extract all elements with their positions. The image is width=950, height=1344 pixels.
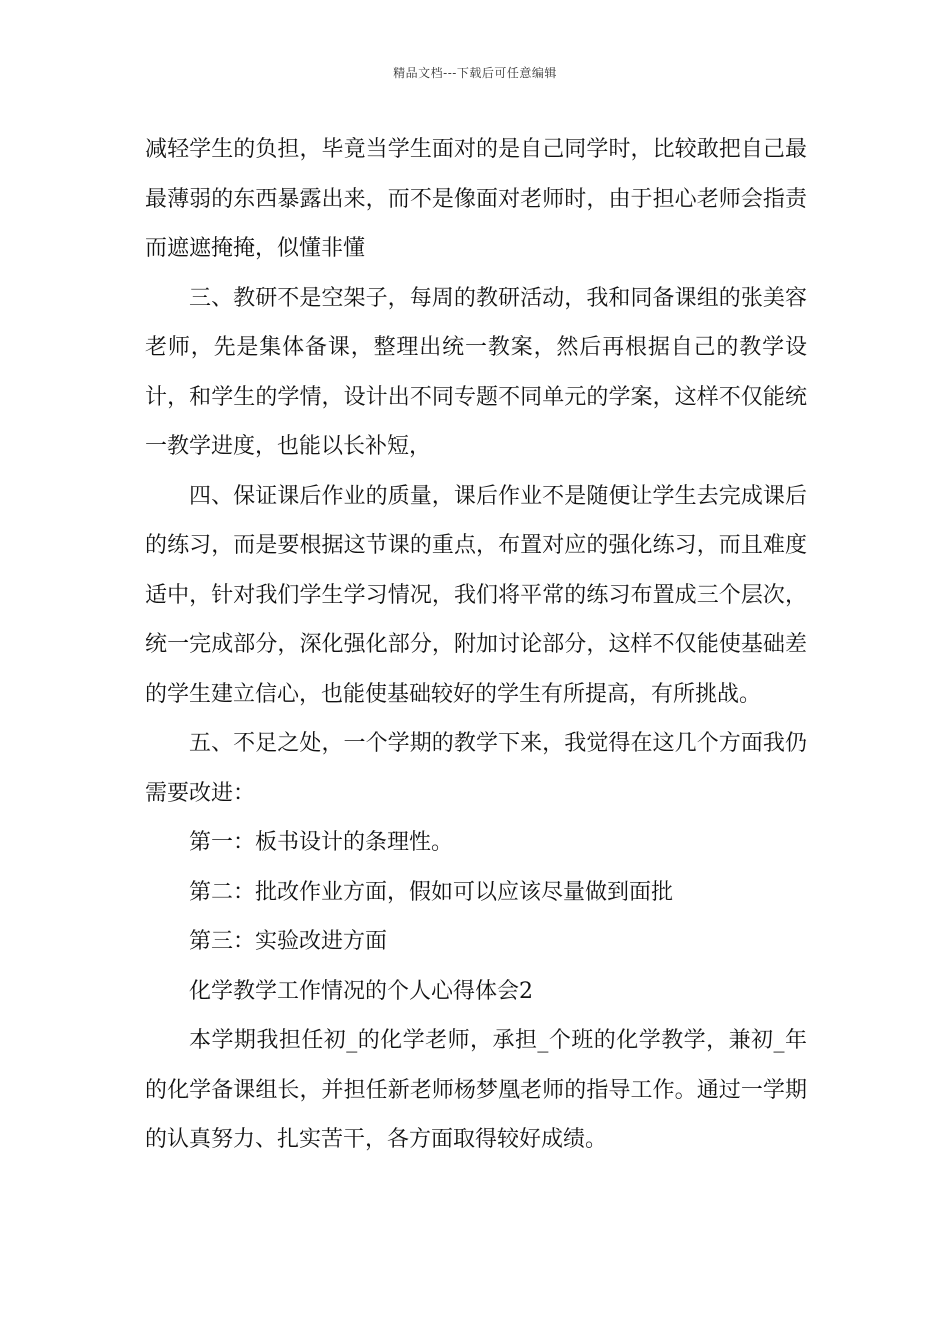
paragraph-teaching-research: 三、教研不是空架子，每周的教研活动，我和同备课组的张美容老师，先是集体备课，整理出统一教案，然后再根据自己的教学设计，和学生的学情，设计出不同专题不同单元的学案，这样不仅能统一教学进度，也能以长补短，	[145, 285, 807, 459]
document-body	[145, 125, 807, 1165]
paragraph-shortcomings: 五、不足之处，一个学期的教学下来，我觉得在这几个方面我仍需要改进：	[145, 731, 807, 806]
paragraph-homework-quality: 四、保证课后作业的质量，课后作业不是随便让学生去完成课后的练习，而是要根据这节课的重点，布置对应的强化练习，而且难度适中，针对我们学生学习情况，我们将平常的练习布置成三个层次，统一完成部分，深化强化部分，附加讨论部分，这样不仅能使基础差的学生建立信心，也能使基础较好的学生有所提高，有所挑战。	[145, 483, 807, 707]
list-item-second: 第二：批改作业方面，假如可以应该尽量做到面批	[189, 879, 674, 905]
list-item-third: 第三：实验改进方面	[189, 929, 388, 954]
section-title: 化学教学工作情况的个人心得体会2	[189, 978, 533, 1004]
list-item-first: 第一：板书设计的条理性。	[189, 830, 454, 855]
paragraph-continuation: 减轻学生的负担，毕竟当学生面对的是自己同学时，比较敢把自己最最薄弱的东西暴露出来，而不是像面对老师时，由于担心老师会指责而遮遮掩掩，似懂非懂	[145, 137, 807, 261]
page-header: 精品文档---下载后可任意编辑	[393, 66, 557, 80]
paragraph-intro: 本学期我担任初_的化学老师，承担_个班的化学教学，兼初_年的化学备课组长，并担任新老师杨梦凰老师的指导工作。通过一学期的认真努力、扎实苦干，各方面取得较好成绩。	[145, 1028, 807, 1152]
